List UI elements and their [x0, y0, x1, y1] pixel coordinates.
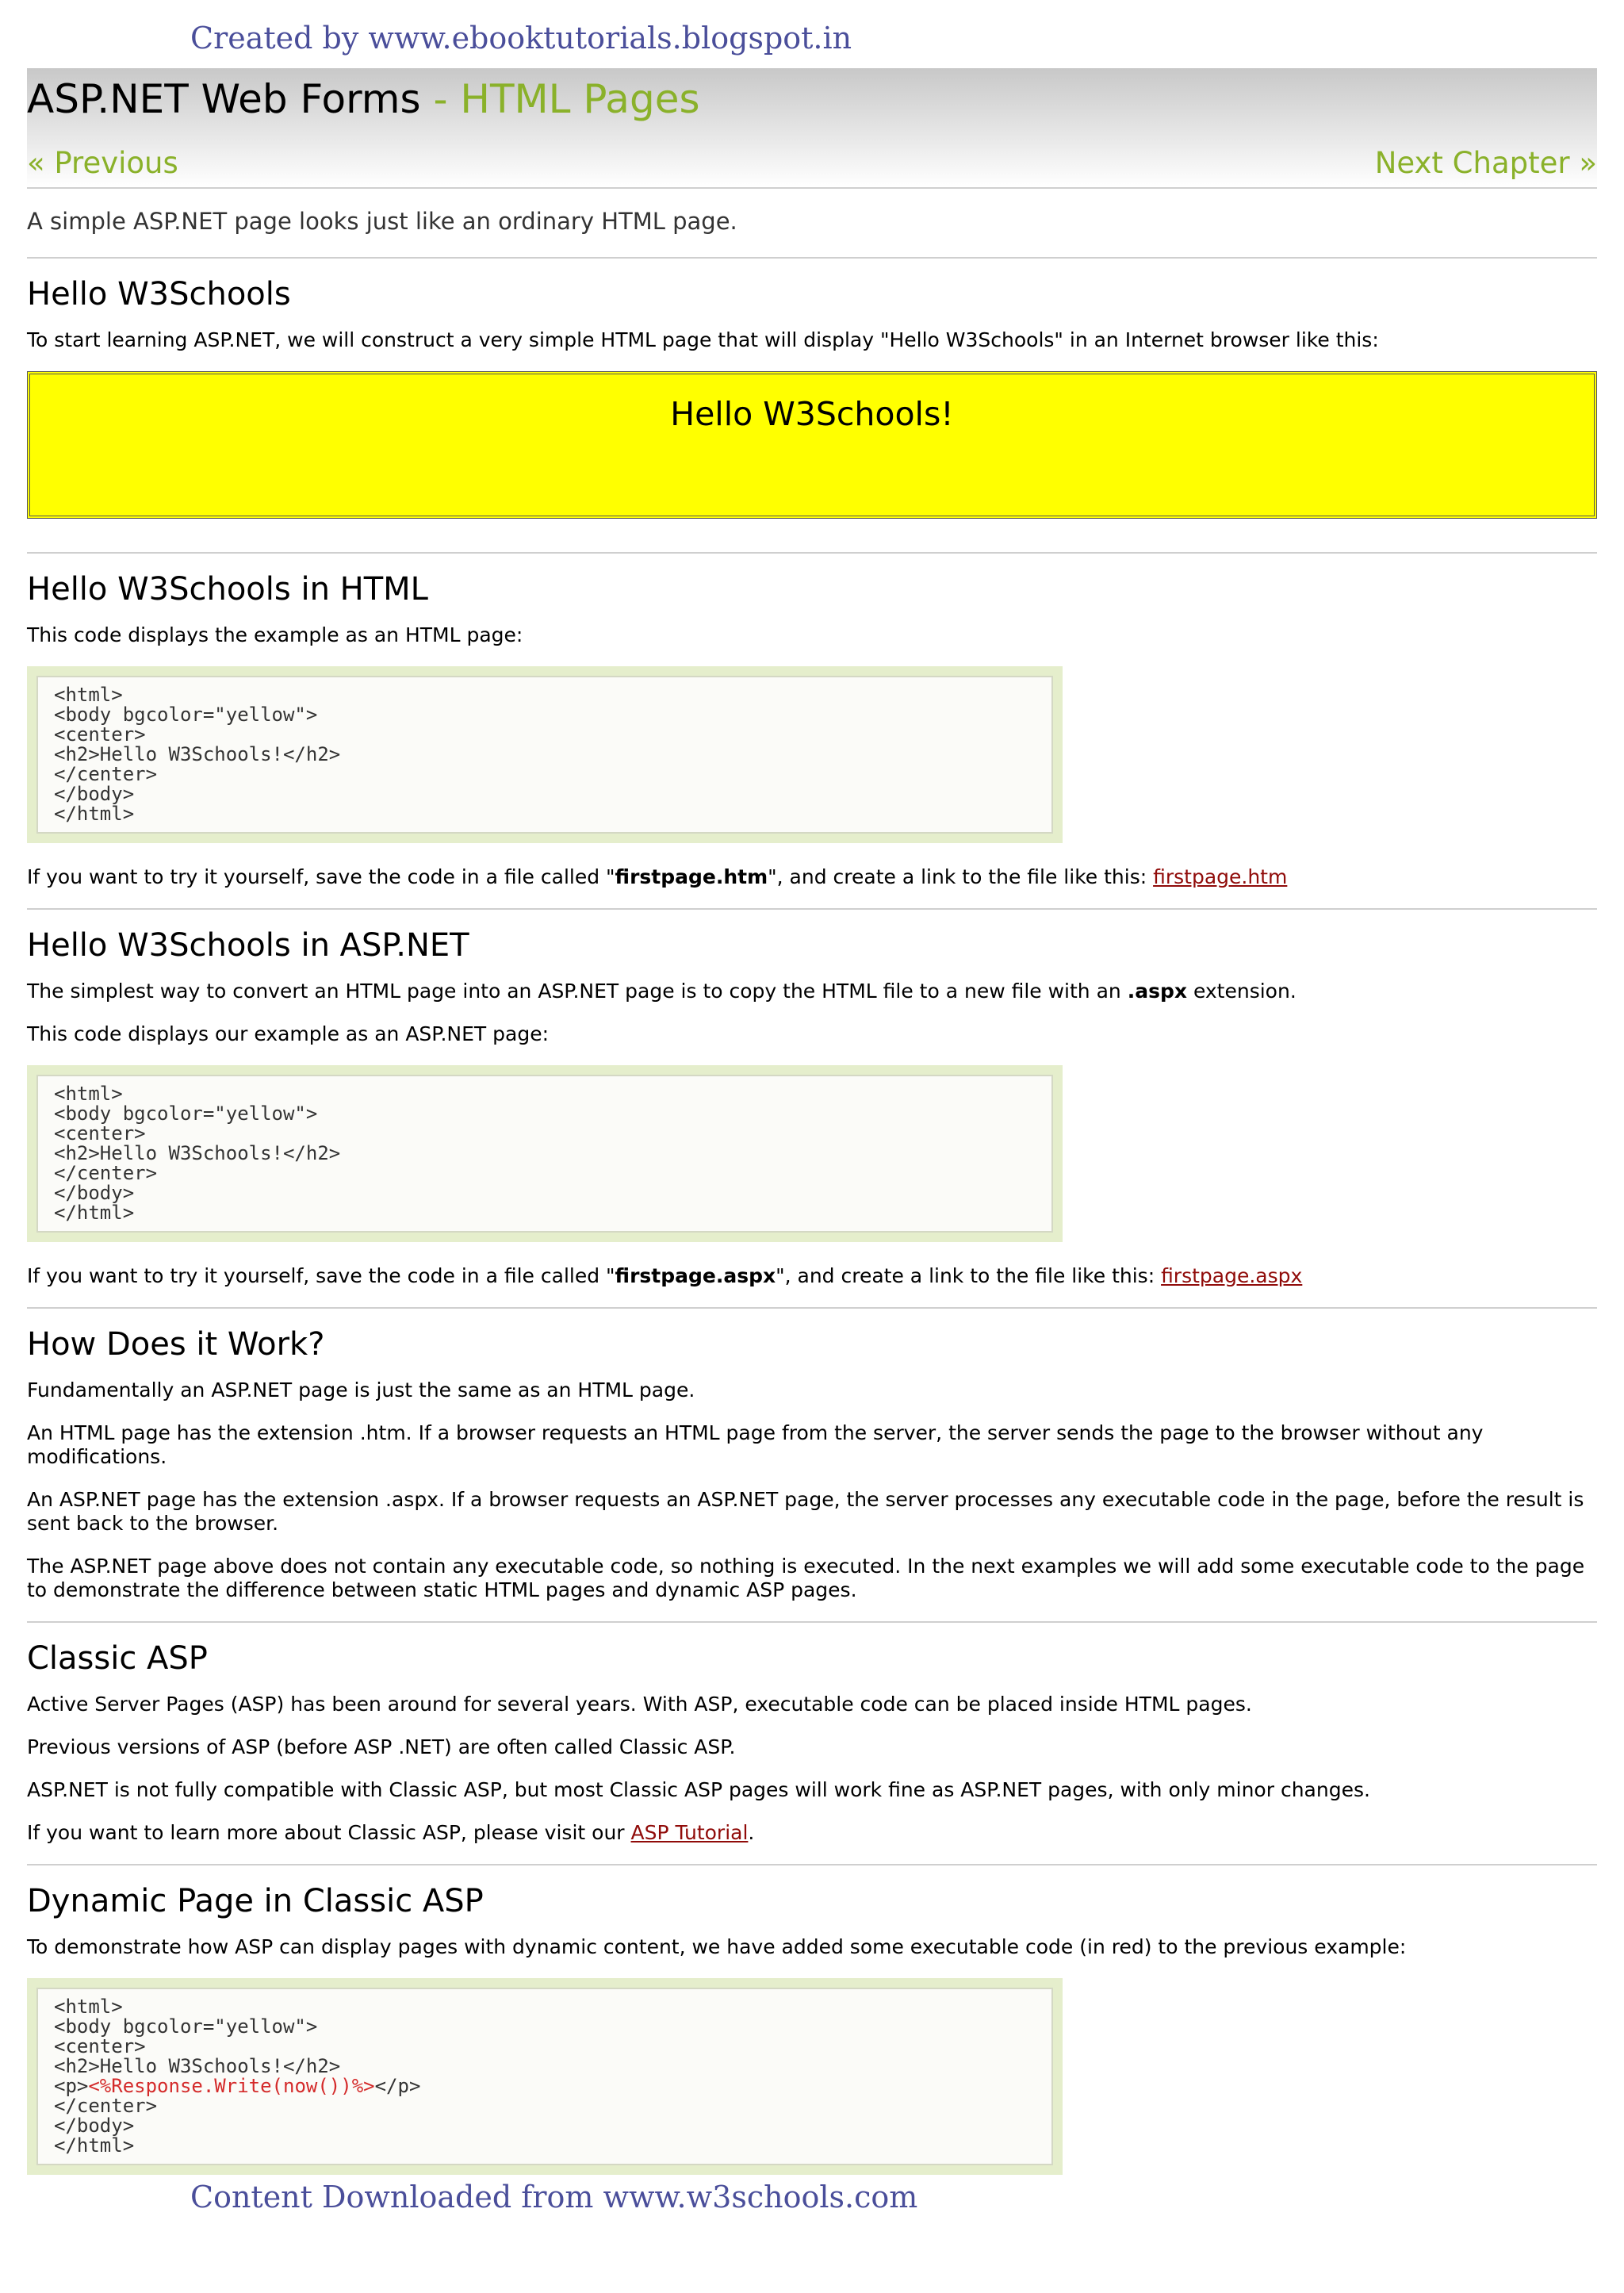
paragraph: The ASP.NET page above does not contain any executable code, so nothing is executed. In the next examples we will add some executable code to the page to demonstrate the difference between static HTML pages and dynamic ASP pages.: [27, 1555, 1585, 1601]
page-header: [27, 68, 1597, 187]
intro-text: A simple ASP.NET page looks just like an ordinary HTML page.: [27, 208, 737, 235]
code-block: [36, 1988, 1053, 2165]
heading-hello-aspnet: Hello W3Schools in ASP.NET: [27, 927, 469, 964]
code-line: <html>: [54, 684, 123, 706]
paragraph: An ASP.NET page has the extension .aspx. If a browser requests an ASP.NET page, the server processes any executable code in the page, before the result is sent back to the browser.: [27, 1488, 1584, 1535]
page-title: [27, 76, 700, 122]
paragraph: Fundamentally an ASP.NET page is just the same as an HTML page.: [27, 1378, 695, 1401]
code-line: </body>: [54, 1182, 135, 1204]
code-line: <body bgcolor="yellow">: [54, 1102, 318, 1125]
paragraph: [27, 980, 1597, 1003]
divider: [27, 1307, 1597, 1309]
code-line: <html>: [54, 1996, 123, 2018]
code-line: </body>: [54, 783, 135, 805]
firstpage-htm-link[interactable]: firstpage.htm: [1153, 865, 1288, 888]
text: ", and create a link to the file like this:: [768, 865, 1154, 888]
text: extension.: [1187, 980, 1297, 1003]
code-line: </center>: [54, 2095, 158, 2117]
code-line: <html>: [54, 1083, 123, 1105]
code-block: [36, 676, 1053, 834]
code-line: <body bgcolor="yellow">: [54, 2015, 318, 2038]
code-line: <center>: [54, 2035, 146, 2057]
firstpage-aspx-link[interactable]: firstpage.aspx: [1161, 1264, 1303, 1287]
code-example-aspnet: [27, 1065, 1063, 1242]
paragraph: ASP.NET is not fully compatible with Classic ASP, but most Classic ASP pages will work fine as ASP.NET pages, with only minor changes.: [27, 1778, 1370, 1801]
paragraph: [27, 1821, 1597, 1845]
demo-output-text: Hello W3Schools!: [670, 395, 954, 433]
code-text: </p>: [374, 2075, 421, 2097]
divider: [27, 908, 1597, 910]
code-block: [36, 1075, 1053, 1233]
paragraph: An HTML page has the extension .htm. If a browser requests an HTML page from the server, the server sends the page to the browser without any modifications.: [27, 1421, 1484, 1468]
text: The simplest way to convert an HTML page into an ASP.NET page is to copy the HTML file to a new file with an: [27, 980, 1128, 1003]
code-executable: <%Response.Write(now())%>: [88, 2075, 375, 2097]
code-line: <h2>Hello W3Schools!</h2>: [54, 2055, 341, 2077]
heading-classic-asp: Classic ASP: [27, 1640, 208, 1677]
page-content: [27, 68, 1597, 2197]
divider: [27, 1621, 1597, 1623]
chapter-nav: [27, 146, 1597, 180]
asp-tutorial-link[interactable]: ASP Tutorial: [630, 1821, 749, 1844]
code-line: </html>: [54, 1202, 135, 1224]
code-text: <p>: [54, 2075, 89, 2097]
code-line: [54, 2076, 1036, 2096]
code-line: <body bgcolor="yellow">: [54, 704, 318, 726]
code-line: <h2>Hello W3Schools!</h2>: [54, 1142, 341, 1164]
divider: [27, 187, 1597, 189]
code-line: </center>: [54, 763, 158, 785]
paragraph: To demonstrate how ASP can display pages with dynamic content, we have added some executable code (in red) to the previous example:: [27, 1935, 1407, 1958]
title-accent: - HTML Pages: [420, 76, 700, 122]
divider: [27, 552, 1597, 554]
text: If you want to try it yourself, save the code in a file called ": [27, 865, 615, 888]
title-main: ASP.NET Web Forms: [27, 76, 421, 122]
paragraph: Active Server Pages (ASP) has been around for several years. With ASP, executable code can be placed inside HTML pages.: [27, 1693, 1252, 1716]
text: .: [748, 1821, 755, 1844]
paragraph-try-htm: [27, 865, 1597, 889]
text: ", and create a link to the file like this:: [776, 1264, 1162, 1287]
code-example-dynamic: [27, 1978, 1063, 2175]
paragraph: Previous versions of ASP (before ASP .NET) are often called Classic ASP.: [27, 1735, 736, 1758]
code-line: <h2>Hello W3Schools!</h2>: [54, 743, 341, 765]
heading-hello-html: Hello W3Schools in HTML: [27, 571, 428, 608]
extension-bold: .aspx: [1127, 980, 1187, 1003]
paragraph: This code displays our example as an ASP.NET page:: [27, 1022, 550, 1045]
code-line: </html>: [54, 2134, 135, 2157]
filename-bold: firstpage.htm: [615, 865, 768, 888]
paragraph: To start learning ASP.NET, we will construct a very simple HTML page that will display "Hello W3Schools" in an Internet browser like this:: [27, 328, 1379, 351]
divider: [27, 257, 1597, 259]
text: If you want to learn more about Classic ASP, please visit our: [27, 1821, 631, 1844]
code-line: </body>: [54, 2115, 135, 2137]
text: If you want to try it yourself, save the code in a file called ": [27, 1264, 615, 1287]
filename-bold: firstpage.aspx: [615, 1264, 776, 1287]
heading-dynamic-page: Dynamic Page in Classic ASP: [27, 1883, 484, 1919]
divider: [27, 1864, 1597, 1865]
heading-hello: Hello W3Schools: [27, 276, 291, 313]
code-example-html: [27, 666, 1063, 843]
previous-link[interactable]: « Previous: [27, 146, 178, 180]
code-line: </center>: [54, 1162, 158, 1184]
code-line: <center>: [54, 723, 146, 746]
code-line: <center>: [54, 1122, 146, 1145]
next-chapter-link[interactable]: Next Chapter »: [1374, 146, 1597, 180]
paragraph-try-aspx: [27, 1264, 1597, 1288]
paragraph: This code displays the example as an HTML page:: [27, 623, 523, 646]
code-line: </html>: [54, 803, 135, 825]
heading-how-it-works: How Does it Work?: [27, 1326, 325, 1363]
demo-output-box: [27, 371, 1597, 519]
watermark-top: Created by www.ebooktutorials.blogspot.in: [190, 21, 852, 56]
watermark-bottom: Content Downloaded from www.w3schools.com: [190, 2180, 918, 2214]
